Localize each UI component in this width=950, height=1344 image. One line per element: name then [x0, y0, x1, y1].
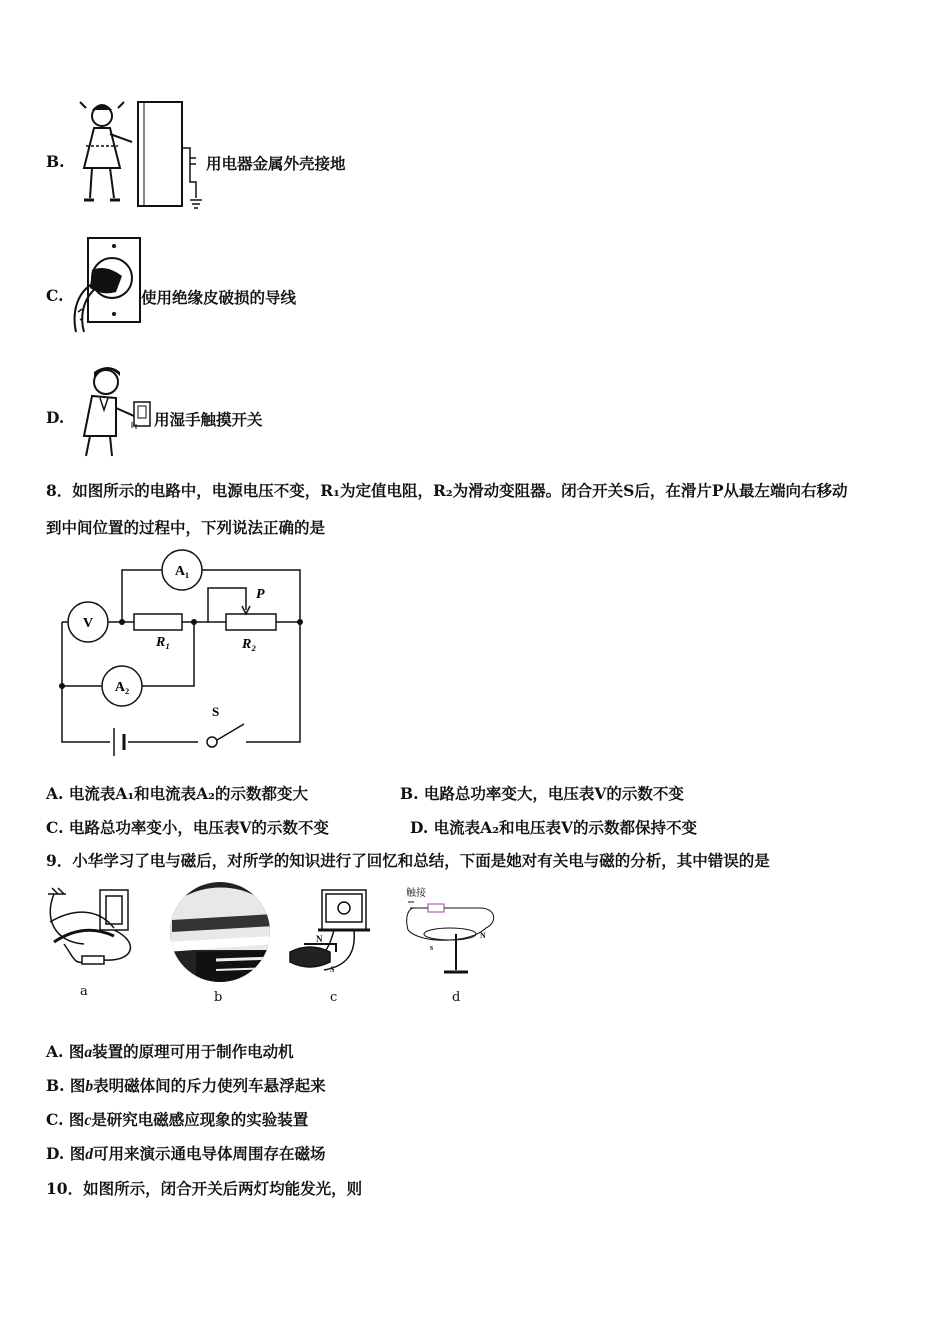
- socket-illustration: [66, 234, 146, 334]
- figure-a: [44, 878, 144, 982]
- option-text: 使用绝缘皮破损的导线: [141, 288, 297, 307]
- figure-b-maglev-train: [166, 880, 274, 984]
- option-letter: D.: [46, 408, 65, 427]
- figure-label-d: d: [452, 990, 461, 1005]
- figure-label-b: b: [214, 990, 223, 1005]
- grounding-illustration: [72, 98, 212, 214]
- circuit-diagram: [50, 548, 320, 758]
- question-8-stem-line2: 到中间位置的过程中，下列说法正确的是: [46, 518, 326, 537]
- figure-c: [284, 886, 380, 982]
- switch-s-label: S: [212, 704, 220, 719]
- q9-option-b: B. 图b表明磁体间的斥力使列车悬浮起来: [46, 1076, 326, 1095]
- svg-text:S: S: [330, 965, 335, 974]
- q8-option-b: B. 电路总功率变大，电压表V的示数不变: [400, 784, 684, 803]
- wet-hand-switch-illustration: [70, 364, 156, 460]
- slider-p-label: P: [256, 587, 265, 602]
- option-text: 用电器金属外壳接地: [206, 154, 346, 173]
- ammeter-a1-label: A₁: [174, 564, 190, 579]
- question-8-stem-line1: 8．如图所示的电路中，电源电压不变，R₁为定值电阻，R₂为滑动变阻器。闭合开关S后，在滑片P从最左端向右移动: [46, 481, 848, 500]
- question-10-stem: 10．如图所示，闭合开关后两灯均能发光，则: [46, 1179, 363, 1198]
- resistor-r1-label: R₁: [156, 635, 171, 650]
- figure-label-a: a: [80, 984, 88, 999]
- option-text: 用湿手触摸开关: [154, 410, 263, 429]
- resistor-r2-label: R₂: [242, 637, 257, 652]
- q8-option-d: D. 电流表A₂和电压表V的示数都保持不变: [410, 818, 698, 837]
- svg-text:s: s: [430, 943, 434, 952]
- figure-label-c: c: [330, 990, 338, 1005]
- q9-option-c: C. 图c是研究电磁感应现象的实验装置: [46, 1110, 309, 1129]
- q8-option-c: C. 电路总功率变小，电压表V的示数不变: [46, 818, 329, 837]
- voltmeter-label: V: [82, 616, 94, 631]
- q9-option-d: D. 图d可用来演示通电导体周围存在磁场: [46, 1144, 326, 1163]
- option-letter: C.: [46, 286, 64, 305]
- question-9-stem: 9．小华学习了电与磁后，对所学的知识进行了回忆和总结，下面是她对有关电与磁的分析，其中错误的是: [46, 851, 770, 870]
- q8-option-a: A. 电流表A₁和电流表A₂的示数都变大: [46, 784, 308, 803]
- q9-option-a: A. 图a装置的原理可用于制作电动机: [46, 1042, 294, 1061]
- figure-d-caption: 触接: [406, 888, 426, 899]
- option-letter: B.: [46, 152, 65, 171]
- figure-d: [400, 884, 504, 984]
- svg-text:N: N: [480, 931, 486, 940]
- ammeter-a2-label: A₂: [114, 680, 130, 695]
- svg-text:N: N: [316, 934, 323, 944]
